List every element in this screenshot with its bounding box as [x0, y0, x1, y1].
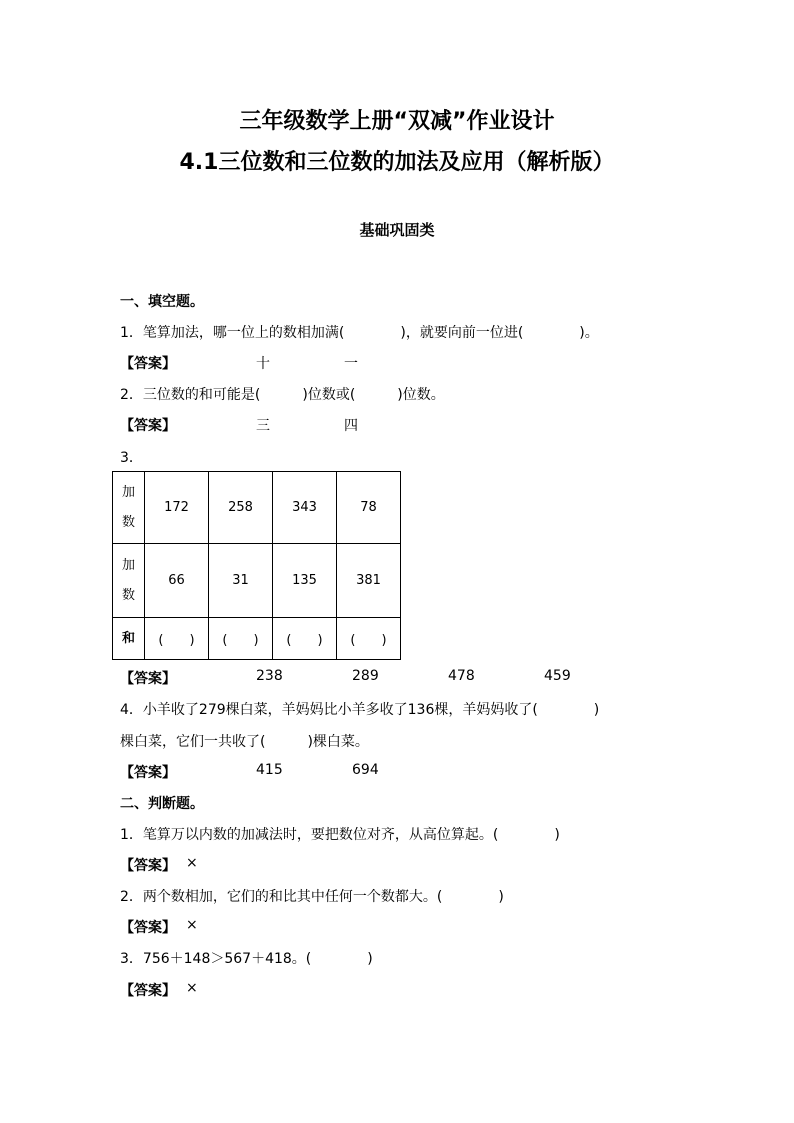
addition-table — [112, 471, 401, 660]
document-subtitle: 4.1三位数和三位数的加法及应用（解析版） — [179, 150, 615, 175]
answer-label: 【答案】 — [120, 920, 176, 936]
answer-value: 三 — [256, 418, 270, 434]
table-row — [113, 472, 401, 544]
table-row — [113, 544, 401, 618]
answer-value: 一 — [344, 356, 358, 372]
table-cell: 381 — [337, 544, 401, 618]
answer-value: 238 — [256, 668, 283, 684]
part1-question-4: 4．小羊收了279棵白菜，羊妈妈比小羊多收了136棵，羊妈妈收了( ) — [120, 702, 600, 718]
part1-heading: 一、填空题。 — [120, 294, 204, 310]
row-header: 加 数 — [113, 544, 145, 618]
answer-value: 459 — [544, 668, 571, 684]
part2-heading: 二、判断题。 — [120, 796, 204, 812]
answer-label: 【答案】 — [120, 418, 176, 434]
section-label: 基础巩固类 — [359, 221, 435, 239]
table-cell: 66 — [145, 544, 209, 618]
answer-label: 【答案】 — [120, 356, 176, 372]
answer-blank: ( ) — [209, 618, 273, 660]
part1-question-4-cont: 棵白菜，它们一共收了( )棵白菜。 — [120, 734, 369, 750]
table-cell: 258 — [209, 472, 273, 544]
answer-value: 415 — [256, 762, 283, 778]
table-cell: 172 — [145, 472, 209, 544]
answer-value: 289 — [352, 668, 379, 684]
answer-blank: ( ) — [273, 618, 337, 660]
row-header: 加 数 — [113, 472, 145, 544]
part1-question-1: 1．笔算加法，哪一位上的数相加满( )，就要向前一位进( )。 — [120, 325, 599, 341]
answer-label: 【答案】 — [120, 765, 176, 781]
part1-question-3: 3． — [120, 450, 143, 466]
answer-blank: ( ) — [145, 618, 209, 660]
table-cell: 343 — [273, 472, 337, 544]
answer-label: 【答案】 — [120, 858, 176, 874]
part2-question-1: 1．笔算万以内数的加减法时，要把数位对齐，从高位算起。( ) — [120, 827, 560, 843]
part2-question-2: 2．两个数相加，它们的和比其中任何一个数都大。( ) — [120, 889, 504, 905]
answer-value: × — [186, 980, 198, 996]
table-cell: 135 — [273, 544, 337, 618]
table-cell: 78 — [337, 472, 401, 544]
part2-question-3: 3．756＋148＞567＋418。( ) — [120, 951, 373, 967]
answer-value: × — [186, 917, 198, 933]
row-header: 和 — [113, 618, 145, 660]
answer-value: 十 — [256, 356, 270, 372]
answer-value: 478 — [448, 668, 475, 684]
part1-question-2: 2．三位数的和可能是( )位数或( )位数。 — [120, 387, 445, 403]
answer-value: 694 — [352, 762, 379, 778]
answer-label: 【答案】 — [120, 983, 176, 999]
answer-value: × — [186, 855, 198, 871]
answer-label: 【答案】 — [120, 671, 176, 687]
answer-value: 四 — [344, 418, 358, 434]
table-row — [113, 618, 401, 660]
document-title: 三年级数学上册“双减”作业设计 — [239, 109, 555, 134]
answer-blank: ( ) — [337, 618, 401, 660]
table-cell: 31 — [209, 544, 273, 618]
